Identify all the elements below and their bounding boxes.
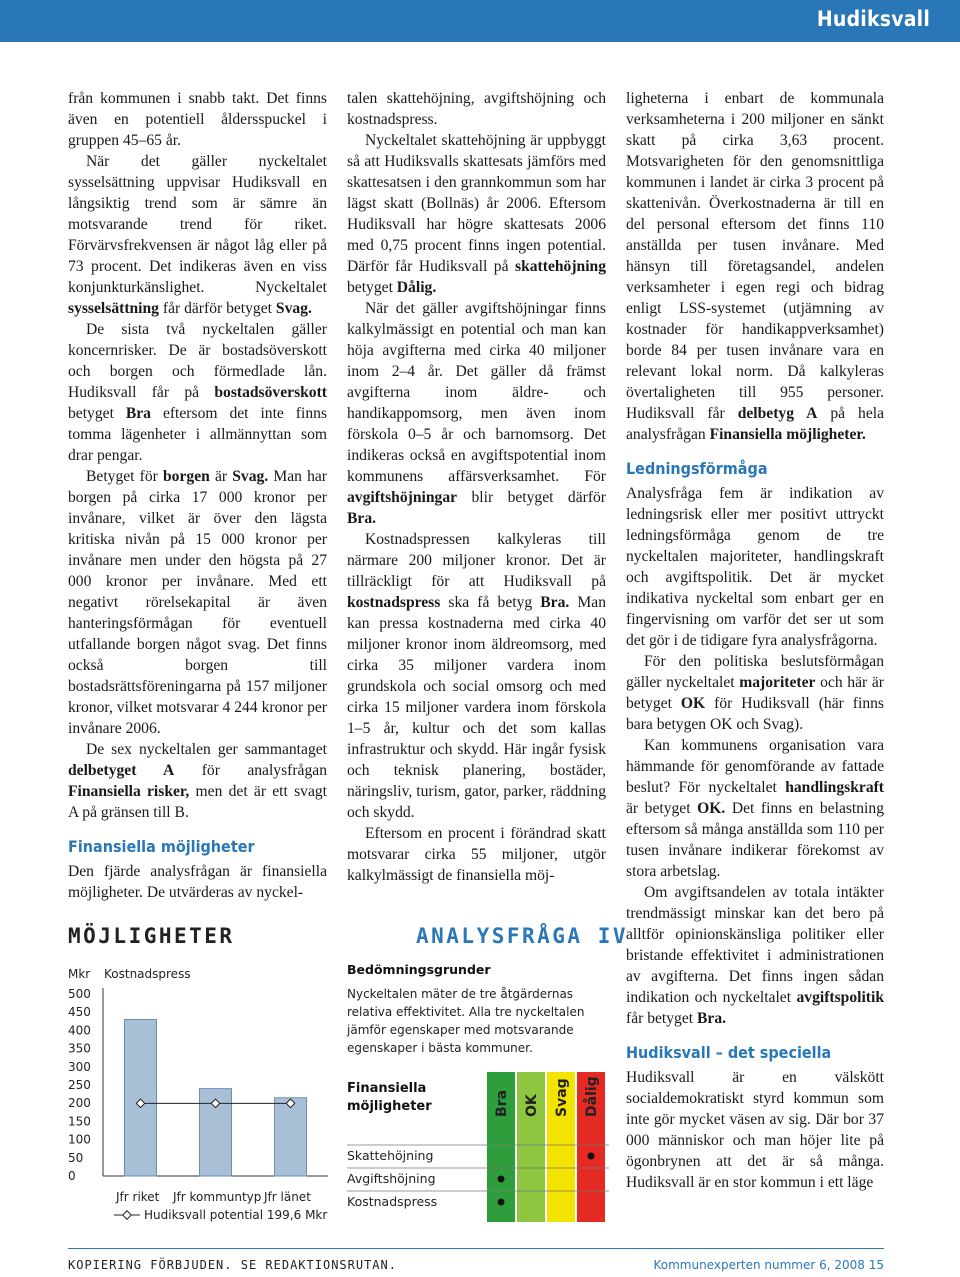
paragraph: Analysfråga fem är indikation av ledningsrisk eller mer positivt uttryckt ledningsförmåga genom de tre nyckeltalen majoriteter, handlingskraft och avgiftspolitik. Det är mycket indikativa nyckeltal som enbart ger en fingervisning om varför det ser ut som det gör i de tidigare fyra analysfrågorna. [626, 485, 884, 649]
chart-box-title: MÖJLIGHETER [68, 924, 235, 948]
y-tick-label: 500 [68, 987, 91, 1001]
grade-box-title: ANALYSFRÅGA IV [416, 924, 629, 948]
grade-column-label: Svag [554, 1078, 570, 1117]
y-tick-label: 250 [68, 1078, 91, 1092]
y-tick-label: 200 [68, 1096, 91, 1111]
kostnadspress-chart [66, 964, 336, 1224]
y-tick-label: 450 [68, 1005, 91, 1020]
grade-column-label: Bra [494, 1089, 510, 1117]
paragraph: Eftersom en procent i förändrad skatt motsvarar cirka 55 miljoner, utgör kalkylmässigt de finansiella möj- [347, 825, 606, 884]
grade-row-label: Avgiftshöjning [347, 1171, 436, 1186]
paragraph: ligheterna i enbart de kommunala verksamheterna i 200 miljoner en sänkt skatt på cirka 3,63 procent. Motsvarigheten för den genomsnittliga kommunen i landet är cirka 3 procent på skattenivån. Överkostnaderna är till en del personal eftersom det finns 110 anställda per tusen invånare. Med hänsyn till företagsandel, andelen verksamheter i egen regi och bidrag enligt LSS-systemet (utjämning av kostnader för handikappverksamhet) borde 84 per tusen invånare vara en relevant lokal norm. Då kalkyleras övertaligheten till 955 personer. Hudiksvall får delbetyg A på hela analysfrågan Finansiella möjligheter. [626, 90, 884, 443]
paragraph: Betyget för borgen är Svag. Man har borgen på cirka 17 000 kronor per invånare, vilket är över den lägsta kritiska nivån på 15 000 kronor per invånare men under den högsta på 27 000 kronor per invånare. Med ett negativt rörelsekapital är även hanteringsförmågan för eventuell utfallande borgen något svag. Det finns också borgen till bostadsrättsföreningarna på 157 miljoner kronor, vilket motsvarar 4 244 kronor per invånare 2006. [68, 468, 327, 737]
grade-row-label: Skattehöjning [347, 1148, 434, 1163]
paragraph: När det gäller nyckeltalet sysselsättning uppvisar Hudiksvall en långsiktig trend som är sämre än motsvarande trend för riket. Förvärvsfrekvensen är något låg eller på 73 procent. Det indikeras även en viss konjunkturkänslighet. Nyckeltalet sysselsättning får därför betyget Svag. [68, 153, 327, 317]
grade-dot [498, 1176, 505, 1183]
criteria-text: Nyckeltalen mäter de tre åtgärdernas relativa effektivitet. Alla tre nyckeltalen jämför egenskaper med motsvarande egenskaper i bästa kommuner. [347, 987, 585, 1055]
paragraph: från kommunen i snabb takt. Det finns även en potentiell åldersspuckel i gruppen 45–65 år. [68, 90, 327, 149]
grade-dot [498, 1199, 505, 1206]
section-heading: Ledningsförmåga [626, 459, 768, 478]
legend-label: Hudiksvall potential 199,6 Mkr [144, 1208, 328, 1222]
y-tick-label: 0 [68, 1169, 76, 1183]
grade-box [347, 962, 609, 1222]
paragraph: Om avgiftsandelen av totala intäkter trendmässigt minskar kan det bero på alltför opinionskänsliga politiker eller bristande effektivitet i administrationen av avgifterna. Det finns ingen sådan indikation och nyckeltalet avgiftspolitik får betyget Bra. [626, 884, 884, 1027]
legend-marker [123, 1211, 131, 1219]
paragraph: talen skattehöjning, avgiftshöjning och kostnadspress. [347, 90, 606, 128]
y-tick-label: 350 [68, 1041, 91, 1056]
criteria-heading: Bedömningsgrunder [347, 962, 491, 977]
section-heading: Finansiella möjligheter [68, 837, 255, 856]
y-tick-label: 50 [68, 1150, 84, 1165]
y-tick-label: 100 [68, 1132, 91, 1147]
grade-matrix [347, 1072, 609, 1222]
y-axis-label: Mkr [68, 967, 91, 981]
paragraph: Kan kommunens organisation vara hämmande för genomförande av fattade beslut? För nyckeltalet handlingskraft är betyget OK. Det finns en belastning eftersom så många anställda som 110 per tusen invånare indikerar förekomst av stora arbetslag. [626, 737, 884, 880]
paragraph: De sex nyckeltalen ger sammantaget delbetyget A för analysfrågan Finansiella risker, men det är ett svagt A på gränsen till B. [68, 741, 327, 821]
region-title: Hudiksvall [816, 7, 930, 31]
paragraph: De sista två nyckeltalen gäller koncernrisker. De är bostadsöverskott och borgen och förmedlade lån. Hudiksvall får på bostadsöverskott betyget Bra eftersom det inte finns tomma lägenheter i allmännyttan som drar pengar. [68, 321, 327, 464]
footer-rule [68, 1248, 884, 1249]
text-column-3 [626, 88, 884, 1193]
chart-title: Kostnadspress [104, 967, 191, 981]
header-bar [0, 0, 960, 42]
grade-column-label: Dålig [584, 1076, 600, 1117]
x-category-label: Jfr länet [264, 1190, 311, 1204]
y-tick-label: 150 [68, 1114, 91, 1129]
grade-dot [588, 1153, 595, 1160]
paragraph: Den fjärde analysfrågan är finansiella möjligheter. De utvärderas av nyckel- [68, 863, 327, 901]
paragraph: Nyckeltalet skattehöjning är uppbyggt så att Hudiksvalls skattesats jämförs med skattesatsen i den grannkommun som har lägst skatt (Bollnäs) år 2006. Eftersom Hudiksvall har högre skattesats 2006 med 0,75 procent finns ingen potential. Därför får Hudiksvall på skattehöjning betyget Dålig. [347, 132, 606, 296]
section-heading: Hudiksvall – det speciella [626, 1043, 832, 1062]
paragraph: För den politiska beslutsförmågan gäller nyckeltalet majoriteter och här är betyget OK för Hudiksvall (här finns bara betygen OK och Svag). [626, 653, 884, 733]
grade-row-label: Kostnadspress [347, 1194, 438, 1209]
paragraph: När det gäller avgiftshöjningar finns kalkylmässigt en potential och man kan höja avgifterna med cirka 40 miljoner inom 2–4 år. Det gäller då främst avgifterna inom äldre- och handikappomsorg, men även inom förskola 0–5 år och barnomsorg. Det indikeras också en avgiftspotential inom kommunens affärsverksamhet. För avgiftshöjningar blir betyget därför Bra. [347, 300, 606, 527]
grade-column-label: OK [524, 1094, 540, 1117]
grade-section-label: möjligheter [347, 1099, 432, 1114]
text-column-1 [68, 88, 327, 903]
x-category-label: Jfr riket [116, 1190, 160, 1204]
footer-issue: Kommunexperten nummer 6, 2008 15 [653, 1258, 884, 1272]
paragraph: Kostnadspressen kalkyleras till närmare 200 miljoner kronor. Det är tillräckligt för att Hudiksvall på kostnadspress ska få betyg Bra. Man kan pressa kostnaderna med cirka 40 miljoner kronor inom äldreomsorg, med cirka 35 miljoner vardera inom grundskola och social omsorg och med cirka 15 miljoner vardera inom förskola 1–5 år, kultur och det som kallas infrastruktur och skydd. Här ingår fysisk och teknisk planering, bostäder, näringsliv, turism, gator, parker, räddning och skydd. [347, 531, 607, 821]
y-tick-label: 300 [68, 1059, 91, 1074]
x-category-label: Jfr kommuntyp [173, 1190, 262, 1204]
bar [275, 1098, 307, 1176]
bar [125, 1019, 157, 1176]
y-tick-label: 400 [68, 1023, 91, 1038]
footer-copyright: KOPIERING FÖRBJUDEN. SE REDAKTIONSRUTAN. [68, 1258, 397, 1272]
text-column-2 [347, 88, 606, 886]
grade-section-label: Finansiella [347, 1081, 427, 1096]
paragraph: Hudiksvall är en välskött socialdemokratiskt styrd kommun som inte gör mycket väsen av sig. Där bor 37 000 människor och man höjer lite på ögonbrynen att det är så många. Hudiksvall är en stor kommun i ett läge [626, 1069, 884, 1191]
